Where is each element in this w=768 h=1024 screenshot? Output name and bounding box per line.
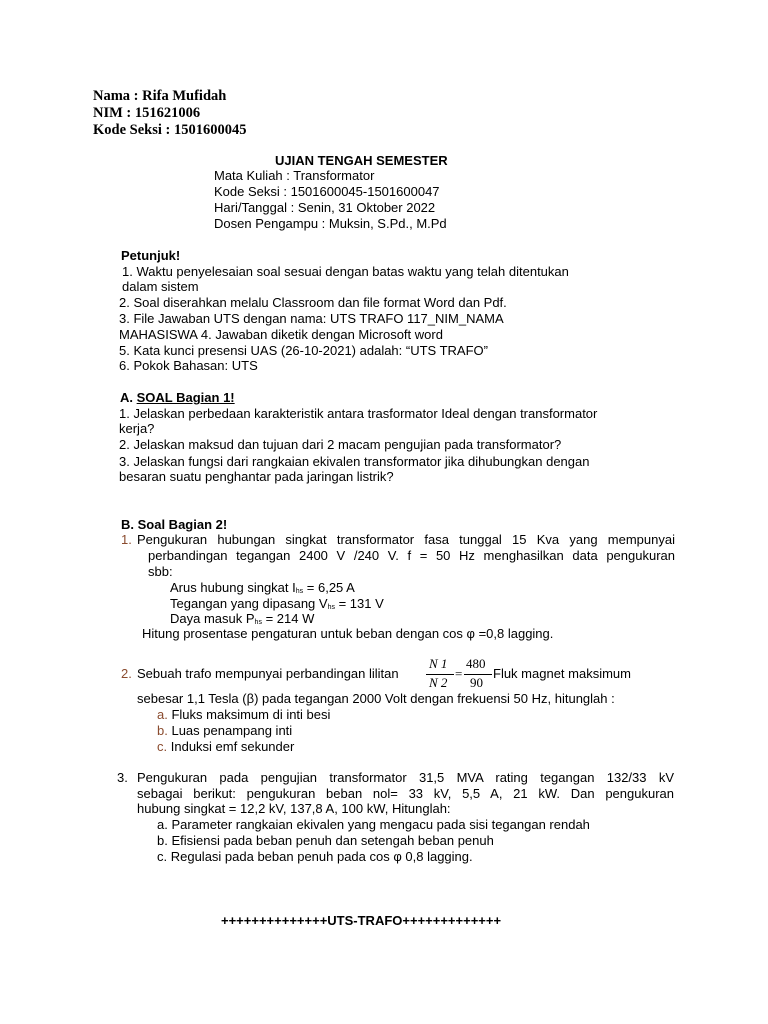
b-q3-line3: hubung singkat = 12,2 kV, 137,8 A, 100 kW, Hitunglah:	[137, 801, 451, 816]
b-q3-line2: sebagai berikut: pengukuran beban nol= 33 kV, 5,5 A, 21 kW. Dan pengukuran	[137, 786, 674, 801]
frac-right-numerator: 480	[466, 656, 486, 671]
b-q3-item-b: b. Efisiensi pada beban penuh dan setengah beban penuh	[157, 833, 494, 848]
exam-title: UJIAN TENGAH SEMESTER	[275, 153, 448, 168]
section-a-title: SOAL Bagian 1!	[136, 390, 235, 405]
turns-ratio-left-fraction	[426, 656, 454, 692]
section-a-q3b: besaran suatu penghantar pada jaringan listrik?	[119, 469, 394, 484]
b-q2-item-c-letter: c.	[157, 739, 168, 754]
b-q1-line3: sbb:	[148, 564, 173, 579]
exam-lecturer: Dosen Pengampu : Muksin, S.Pd., M.Pd	[214, 216, 447, 231]
frac-right-denominator: 90	[470, 675, 483, 690]
b-q2-item-a-letter: a.	[157, 707, 168, 722]
b-q1-tegangan-value: = 131 V	[334, 596, 384, 611]
b-q2-item-c-text: Induksi emf sekunder	[170, 739, 295, 754]
instruction-5: 5. Kata kunci presensi UAS (26-10-2021) adalah: “UTS TRAFO”	[119, 343, 488, 358]
b-q2-item-b	[157, 723, 292, 739]
exam-date: Hari/Tanggal : Senin, 31 Oktober 2022	[214, 200, 436, 215]
instruction-1b: dalam sistem	[122, 279, 199, 294]
frac-equals: =	[455, 666, 463, 681]
instructions-heading: Petunjuk!	[121, 248, 181, 263]
instruction-1a: 1. Waktu penyelesaian soal sesuai dengan batas waktu yang telah ditentukan	[122, 264, 569, 279]
b-q2-number: 2.	[121, 666, 132, 681]
turns-ratio-right-fraction	[464, 656, 492, 692]
b-q2-item-b-letter: b.	[157, 723, 168, 738]
section-a-q1b: kerja?	[119, 421, 155, 436]
section-a-prefix: A.	[120, 390, 137, 405]
section-b-heading: B. Soal Bagian 2!	[121, 517, 228, 532]
b-q3-line1: Pengukuran pada pengujian transformator 31,5 MVA rating tegangan 132/33 kV	[137, 770, 674, 785]
b-q1-line1: Pengukuran hubungan singkat transformator fasa tunggal 15 Kva yang mempunyai	[137, 532, 675, 547]
student-nim: NIM : 151621006	[93, 105, 201, 121]
b-q3-number: 3.	[117, 770, 128, 785]
b-q1-arus-sub: hs	[295, 588, 304, 595]
b-q2-line2: sebesar 1,1 Tesla (β) pada tegangan 2000 Volt dengan frekuensi 50 Hz, hitunglah :	[137, 691, 615, 706]
section-a-q1a: 1. Jelaskan perbedaan karakteristik antara trasformator Ideal dengan transformator	[119, 406, 598, 421]
b-q1-question: Hitung prosentase pengaturan untuk beban dengan cos φ =0,8 lagging.	[142, 626, 554, 641]
b-q2-item-a	[157, 707, 330, 723]
footer-banner: ++++++++++++++UTS-TRAFO+++++++++++++	[221, 913, 502, 928]
section-a-q2: 2. Jelaskan maksud dan tujuan dari 2 macam pengujian pada transformator?	[119, 437, 562, 452]
b-q1-daya-sub: hs	[254, 619, 262, 626]
b-q1-tegangan-label: Tegangan yang dipasang V	[170, 596, 328, 611]
b-q1-tegangan-sub: hs	[327, 604, 335, 611]
b-q2-item-a-text: Fluks maksimum di inti besi	[171, 707, 331, 722]
exam-kode-seksi: Kode Seksi : 1501600045-1501600047	[214, 184, 440, 199]
b-q3-item-c: c. Regulasi pada beban penuh pada cos φ 0,8 lagging.	[157, 849, 473, 864]
b-q1-daya-label: Daya masuk P	[170, 611, 255, 626]
b-q2-intro: Sebuah trafo mempunyai perbandingan lilitan	[137, 666, 399, 681]
b-q2-after-fraction: Fluk magnet maksimum	[493, 666, 631, 681]
instruction-3b: MAHASISWA 4. Jawaban diketik dengan Microsoft word	[119, 327, 443, 342]
b-q2-item-c	[157, 739, 294, 755]
exam-mata-kuliah: Mata Kuliah : Transformator	[214, 168, 375, 183]
b-q3-item-a: a. Parameter rangkaian ekivalen yang mengacu pada sisi tegangan rendah	[157, 817, 590, 832]
student-kode-seksi: Kode Seksi : 1501600045	[93, 122, 247, 138]
section-a-heading	[120, 390, 235, 406]
b-q1-arus-label: Arus hubung singkat I	[170, 580, 296, 595]
b-q2-item-b-text: Luas penampang inti	[171, 723, 293, 738]
instruction-6: 6. Pokok Bahasan: UTS	[119, 358, 258, 373]
student-name: Nama : Rifa Mufidah	[93, 88, 227, 104]
frac-left-denominator: N 2	[429, 675, 448, 690]
instruction-3a: 3. File Jawaban UTS dengan nama: UTS TRAFO 117_NIM_NAMA	[119, 311, 504, 326]
b-q1-daya-value: = 214 W	[261, 611, 315, 626]
instruction-2: 2. Soal diserahkan melalu Classroom dan file format Word dan Pdf.	[119, 295, 507, 310]
section-a-q3a: 3. Jelaskan fungsi dari rangkaian ekivalen transformator jika dihubungkan dengan	[119, 454, 590, 469]
frac-left-numerator: N 1	[429, 656, 448, 671]
b-q1-arus-value: = 6,25 A	[303, 580, 355, 595]
b-q1-line2: perbandingan tegangan 2400 V /240 V. f = 50 Hz menghasilkan data pengukuran	[148, 548, 675, 563]
b-q1-number: 1.	[121, 532, 132, 547]
